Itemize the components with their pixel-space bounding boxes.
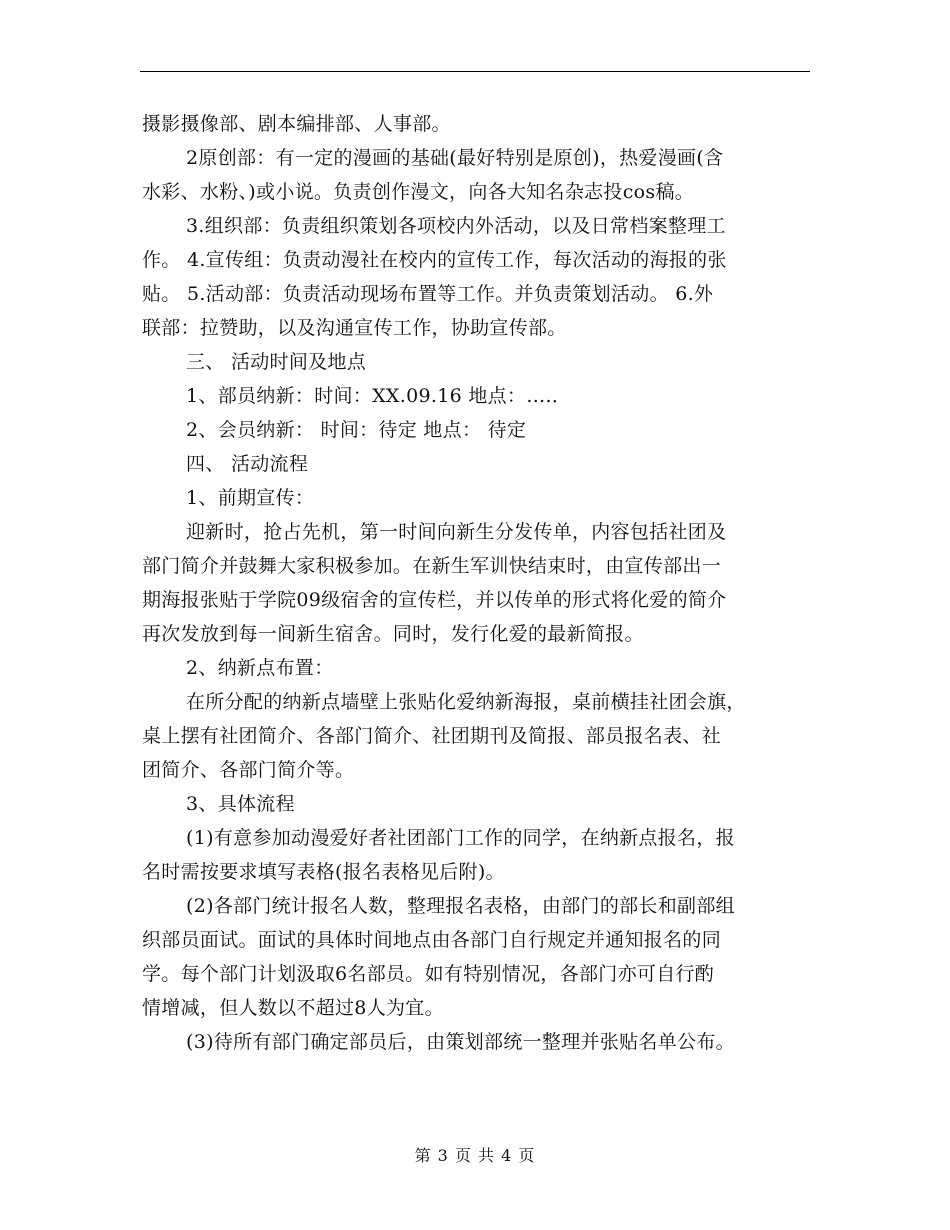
subsection-heading: 1、前期宣传： <box>186 487 315 509</box>
text-line: 团简介、各部门简介等。 <box>142 759 355 781</box>
text-line: (2)各部门统计报名人数，整理报名表格，由部门的部长和副部组 <box>186 895 735 917</box>
text-line: 桌上摆有社团简介、各部门简介、社团期刊及简报、部员报名表、社 <box>142 725 722 747</box>
subsection-heading: 3、具体流程 <box>186 793 295 815</box>
text-line: 2原创部：有一定的漫画的基础(最好特别是原创)，热爱漫画(含 <box>186 147 724 169</box>
text-line: 期海报张贴于学院09级宿舍的宣传栏，并以传单的形式将化爱的简介 <box>142 589 727 611</box>
text-line: 作。 4.宣传组：负责动漫社在校内的宣传工作，每次活动的海报的张 <box>142 249 727 271</box>
text-line: 部门简介并鼓舞大家积极参加。在新生军训快结束时，由宣传部出一 <box>142 555 722 577</box>
text-line: 学。每个部门计划汲取6名部员。如有特别情况，各部门亦可自行酌 <box>142 963 715 985</box>
text-line: 织部员面试。面试的具体时间地点由各部门自行规定并通知报名的同 <box>142 929 722 951</box>
text-line: 名时需按要求填写表格(报名表格见后附)。 <box>142 861 505 883</box>
text-line: 情增减，但人数以不超过8人为宜。 <box>142 997 444 1019</box>
section-heading: 三、 活动时间及地点 <box>186 351 367 373</box>
text-line: 迎新时，抢占先机，第一时间向新生分发传单，内容包括社团及 <box>186 521 727 543</box>
section-heading: 四、 活动流程 <box>186 453 309 475</box>
document-body <box>142 107 810 1059</box>
page-number: 第 3 页 共 4 页 <box>414 1146 536 1165</box>
text-line: 再次发放到每一间新生宿舍。同时，发行化爱的最新简报。 <box>142 623 644 645</box>
text-line: 1、部员纳新：时间：XX.09.16 地点：….． <box>186 385 572 407</box>
header-rule <box>140 71 810 72</box>
subsection-heading: 2、纳新点布置： <box>186 657 334 679</box>
text-line: 联部：拉赞助，以及沟通宣传工作，协助宣传部。 <box>142 317 567 339</box>
text-line: 贴。 5.活动部：负责活动现场布置等工作。并负责策划活动。 6.外 <box>142 283 714 305</box>
text-line: 2、会员纳新： 时间：待定 地点： 待定 <box>186 419 527 441</box>
text-line: (3)待所有部门确定部员后，由策划部统一整理并张贴名单公布。 <box>186 1031 735 1053</box>
text-line: (1)有意参加动漫爱好者社团部门工作的同学，在纳新点报名，报 <box>186 827 735 849</box>
text-line: 摄影摄像部、剧本编排部、人事部。 <box>142 113 451 135</box>
text-line: 3.组织部：负责组织策划各项校内外活动，以及日常档案整理工 <box>186 215 726 237</box>
text-line: 水彩、水粉、)或小说。负责创作漫文，向各大知名杂志投cos稿。 <box>142 181 695 203</box>
text-line: 在所分配的纳新点墙壁上张贴化爱纳新海报，桌前横挂社团会旗， <box>186 691 746 713</box>
